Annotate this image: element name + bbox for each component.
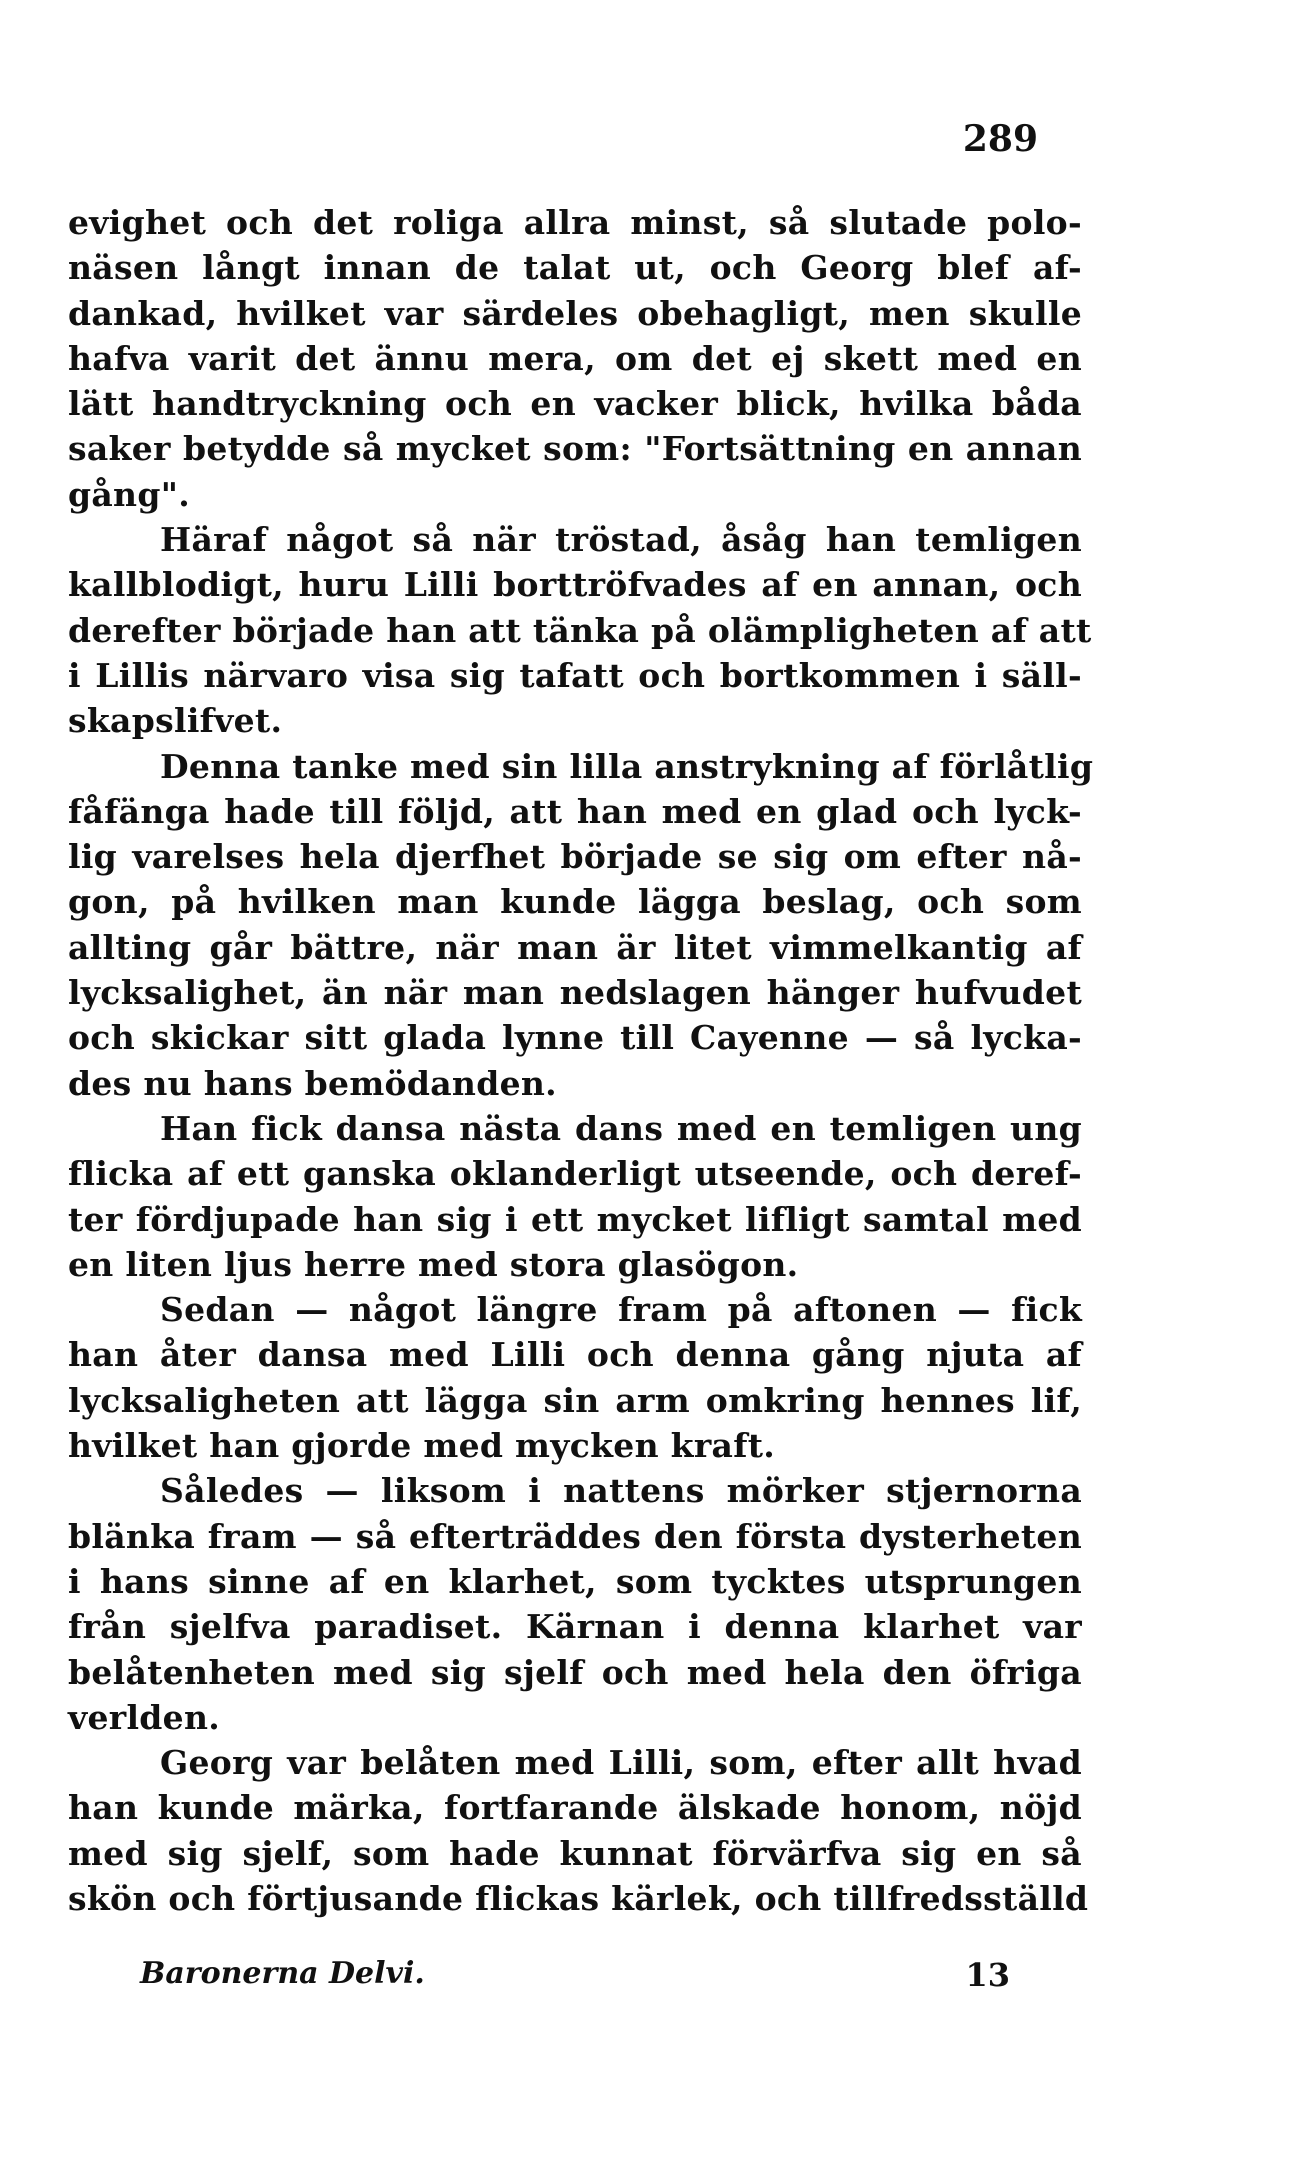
- text-line: evighet och det roliga allra minst, så slutade polo-: [68, 203, 1082, 242]
- text-line: des nu hans bemödanden.: [68, 1063, 557, 1103]
- text-line: skapslifvet.: [68, 701, 283, 741]
- text-line: fåfänga hade till följd, att han med en glad och lyck-: [68, 791, 1082, 831]
- text-line: i Lillis närvaro visa sig tafatt och bortkommen i säll-: [68, 655, 1082, 695]
- text-line: lig varelses hela djerfhet började se sig om efter nå-: [68, 837, 1082, 877]
- text-line: en liten ljus herre med stora glasögon.: [68, 1244, 799, 1284]
- text-line: saker betydde så mycket som: "Fortsättning en annan: [68, 429, 1082, 469]
- text-line: lycksalighet, än när man nedslagen hänger hufvudet: [68, 973, 1082, 1013]
- text-line: och skickar sitt glada lynne till Cayenne — så lycka-: [68, 1018, 1082, 1058]
- text-line: verlden.: [68, 1697, 221, 1737]
- text-line: hvilket han gjorde med mycken kraft.: [68, 1426, 776, 1466]
- text-line: allting går bättre, när man är litet vimmelkantig af: [68, 927, 1082, 967]
- text-line: från sjelfva paradiset. Kärnan i denna klarhet var: [68, 1607, 1082, 1647]
- text-line: kallblodigt, huru Lilli borttröfvades af en annan, och: [68, 565, 1082, 605]
- text-line: derefter började han att tänka på olämpligheten af att: [68, 610, 1092, 650]
- text-line: Denna tanke med sin lilla anstrykning af förlåtlig: [160, 746, 1094, 786]
- text-line: ter fördjupade han sig i ett mycket lifligt samtal med: [68, 1199, 1082, 1239]
- text-line: lycksaligheten att lägga sin arm omkring hennes lif,: [68, 1380, 1082, 1420]
- text-line: Han fick dansa nästa dans med en temligen ung: [160, 1108, 1082, 1148]
- text-line: han åter dansa med Lilli och denna gång njuta af: [68, 1335, 1082, 1375]
- text-line: belåtenheten med sig sjelf och med hela den öfriga: [68, 1652, 1082, 1692]
- text-line: gång".: [68, 474, 191, 514]
- text-line: näsen långt innan de talat ut, och Georg blef af-: [68, 248, 1082, 288]
- text-line: Således — liksom i nattens mörker stjernorna: [160, 1471, 1082, 1511]
- text-line: i hans sinne af en klarhet, som tycktes utsprungen: [68, 1561, 1082, 1601]
- text-line: lätt handtryckning och en vacker blick, hvilka båda: [68, 384, 1082, 424]
- text-line: Häraf något så när tröstad, åsåg han temligen: [160, 520, 1082, 560]
- body-text: [68, 200, 1094, 1921]
- text-line: Sedan — något längre fram på aftonen — fick: [160, 1290, 1082, 1330]
- text-line: skön och förtjusande flickas kärlek, och tillfredsställd: [68, 1878, 1089, 1918]
- text-line: Georg var belåten med Lilli, som, efter allt hvad: [160, 1743, 1082, 1783]
- page-number: 289: [962, 118, 1038, 160]
- footer-signature-mark: 13: [965, 1956, 1010, 1994]
- text-line: blänka fram — så efterträddes den första dysterheten: [68, 1516, 1082, 1556]
- footer-book-title: Baronerna Delvi.: [140, 1956, 425, 1991]
- text-line: flicka af ett ganska oklanderligt utseende, och deref-: [68, 1154, 1082, 1194]
- text-line: gon, på hvilken man kunde lägga beslag, och som: [68, 882, 1082, 922]
- page-footer: [140, 1956, 1010, 2000]
- text-line: dankad, hvilket var särdeles obehagligt, men skulle: [68, 293, 1082, 333]
- text-line: hafva varit det ännu mera, om det ej skett med en: [68, 338, 1082, 378]
- text-line: med sig sjelf, som hade kunnat förvärfva sig en så: [68, 1833, 1082, 1873]
- text-line: han kunde märka, fortfarande älskade honom, nöjd: [68, 1788, 1082, 1828]
